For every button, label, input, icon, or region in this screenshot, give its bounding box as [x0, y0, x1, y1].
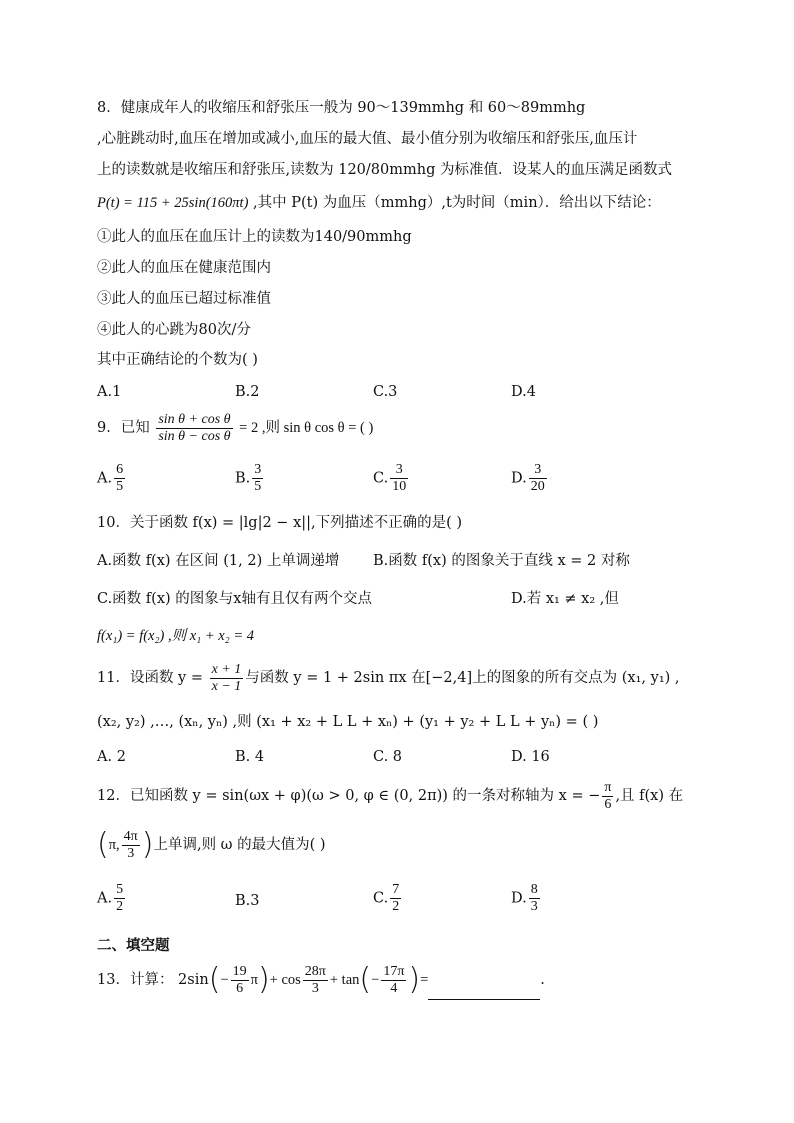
right-paren: ) — [257, 962, 270, 997]
q11-tail: 与函数 y = 1 + 2sin πx 在[−2,4]上的图象的所有交点为 (x₁, y₁) , — [245, 670, 680, 686]
option-numerator: 3 — [254, 462, 262, 477]
q13-frac1-den: 6 — [236, 980, 244, 996]
q12-pi-fraction — [602, 780, 613, 813]
q10-stem: 10．关于函数 f(x) = |lg|2 − x||,下列描述不正确的是( ) — [97, 515, 463, 531]
q11-option-d: D. 16 — [511, 749, 550, 765]
q9-tail: = 2 ,则 sin θ cos θ = ( ) — [239, 420, 374, 436]
q10-option-a: A.函数 f(x) 在区间 (1, 2) 上单调递增 — [97, 553, 340, 569]
option-label: D. — [511, 470, 527, 487]
q8-option-a: A.1 — [97, 384, 122, 400]
q13-stem: 13．计算： 2sin(− $\frac{19}{6}$ π)+ cos $\frac{28\pi}{3}$ + tan(− $\frac{17\pi}{4}$ )= . — [97, 960, 545, 1000]
q11-stem — [97, 660, 680, 696]
q13-frac2-num: 28π — [304, 963, 326, 979]
q10-option-b: B.函数 f(x) 的图象关于直线 x = 2 对称 — [373, 553, 630, 569]
q8-question: 其中正确结论的个数为( ) — [97, 352, 258, 368]
q11-option-c: C. 8 — [373, 749, 403, 765]
q13-frac3-den: 4 — [390, 980, 398, 996]
q13-period: . — [540, 972, 545, 988]
option-label: C. — [373, 470, 389, 487]
option-denominator: 5 — [116, 479, 124, 494]
q8-option-c: C.3 — [373, 384, 398, 400]
q13-frac1-num: 19 — [232, 963, 247, 979]
q8-conclusion-4: ④此人的心跳为80次/分 — [97, 322, 251, 338]
option-label: A. — [97, 890, 113, 907]
q13-frac3-num: 17π — [383, 963, 405, 979]
q9-numerator: sin θ + cos θ — [158, 411, 231, 427]
q8-line-3: 上的读数就是收缩压和舒张压,读数为 120/80mmhg 为标准值．设某人的血压满足函数式 — [97, 162, 672, 178]
q12-line-1a: 12．已知函数 y = sin(ωx + φ)(ω > 0, φ ∈ (0, 2π)) 的一条对称轴为 x = − — [97, 788, 601, 804]
q8-line-1: 8．健康成年人的收缩压和舒张压一般为 90～139mmhg 和 60～89mmhg — [97, 100, 586, 116]
left-paren: ( — [208, 962, 221, 997]
q13-lead: 13．计算： 2sin — [97, 972, 209, 988]
q11-line-2: (x₂, y₂) ,…, (xₙ, yₙ) ,则 (x₁ + x₂ + L L + xₙ) + (y₁ + y₂ + L L + yₙ) = ( ) — [97, 714, 599, 730]
option-label: B. — [235, 470, 251, 487]
q8-line-4 — [97, 193, 661, 213]
left-paren: ( — [97, 827, 109, 862]
q10-option-d-cont: f(x₁) = f(x₂) ,则 x₁ + x₂ = 4 — [97, 628, 255, 644]
q12-line-2 — [97, 827, 326, 863]
q11-numerator: x + 1 — [211, 661, 242, 677]
q9-option-b — [235, 462, 265, 495]
q8-option-d: D.4 — [511, 384, 536, 400]
q8-conclusion-3: ③此人的血压已超过标准值 — [97, 291, 271, 307]
q8-conclusion-1: ①此人的血压在血压计上的读数为140/90mmhg — [97, 229, 412, 245]
option-label: C. — [373, 890, 389, 907]
option-label: D. — [511, 890, 527, 907]
option-numerator: 3 — [390, 462, 408, 479]
q8-option-b: B.2 — [235, 384, 260, 400]
q10-option-c: C.函数 f(x) 的图象与x轴有且仅有两个交点 — [97, 591, 372, 607]
option-denominator: 5 — [254, 479, 262, 494]
option-numerator: 6 — [116, 462, 124, 477]
left-paren: ( — [359, 962, 372, 997]
option-denominator: 10 — [392, 479, 407, 494]
section-heading-fill-blank: 二、填空题 — [97, 938, 170, 954]
q12-line-2-text: 上单调,则 ω 的最大值为( ) — [153, 837, 326, 853]
q9-denominator: sin θ − cos θ — [158, 428, 231, 444]
option-numerator: 5 — [116, 882, 124, 897]
q12-line-1b: ,且 f(x) 在 — [615, 788, 684, 804]
q9-option-c — [373, 462, 410, 495]
interval-end-fraction — [122, 829, 140, 862]
option-numerator: 8 — [530, 882, 538, 897]
option-numerator: 7 — [392, 882, 400, 897]
q13-equals: = — [420, 972, 429, 988]
q8-line-2: ,心脏跳动时,血压在增加或减小,血压的最大值、最小值分别为收缩压和舒张压,血压计 — [97, 131, 638, 147]
q9-option-d — [511, 462, 549, 495]
q12-option-b: B.3 — [235, 893, 260, 909]
q11-fraction — [210, 662, 244, 695]
option-denominator: 2 — [392, 899, 400, 914]
q13-frac2-den: 3 — [311, 980, 319, 996]
option-label: A. — [97, 470, 113, 487]
blood-pressure-formula: P(t) = 115 + 25sin(160πt) — [97, 195, 249, 211]
q11-denominator: x − 1 — [211, 678, 242, 694]
option-numerator: 3 — [529, 462, 547, 479]
q9-stem — [97, 410, 373, 446]
q11-lead: 11．设函数 y = — [97, 670, 204, 686]
interval-denominator: 3 — [127, 845, 135, 861]
right-paren: ) — [408, 962, 421, 997]
q9-lead: 9．已知 — [97, 420, 150, 436]
q13-tan: + tan — [329, 972, 360, 988]
interval-start: π, — [108, 837, 120, 853]
q10-option-d: D.若 x₁ ≠ x₂ ,但 — [511, 591, 619, 607]
interval-numerator: 4π — [123, 828, 138, 844]
option-denominator: 3 — [530, 899, 538, 914]
q8-conclusion-2: ②此人的血压在健康范围内 — [97, 260, 271, 276]
q12-option-a — [97, 882, 127, 915]
q12-option-c — [373, 882, 403, 915]
q8-line-4-text: ,其中 P(t) 为血压（mmhg）,t为时间（min）．给出以下结论： — [248, 195, 661, 211]
right-paren: ) — [141, 827, 154, 862]
q9-fraction — [156, 412, 232, 445]
answer-blank[interactable] — [428, 985, 540, 1000]
q12-stem — [97, 778, 683, 814]
q11-option-a: A. 2 — [97, 749, 126, 765]
q9-option-a — [97, 462, 127, 495]
pi-denominator: 6 — [604, 796, 612, 812]
option-denominator: 20 — [530, 479, 545, 494]
q13-cos: + cos — [269, 972, 301, 988]
option-denominator: 2 — [116, 899, 124, 914]
q12-option-d — [511, 882, 542, 915]
pi-numerator: π — [604, 779, 612, 795]
q13-pi: π — [250, 972, 258, 988]
q11-option-b: B. 4 — [235, 749, 265, 765]
